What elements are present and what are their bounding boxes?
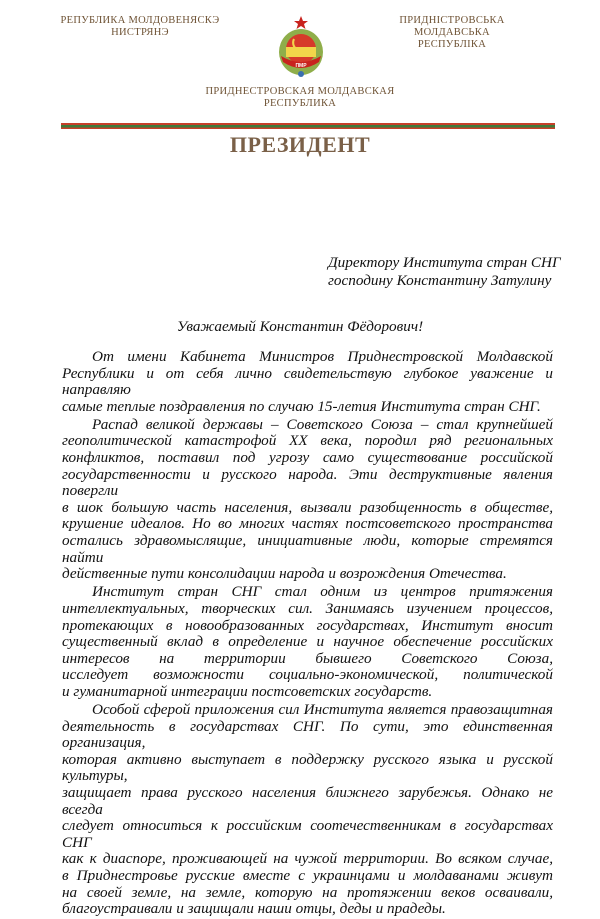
paragraph-line: в Приднестровье русские вместе с украинцами и молдаванами живут	[62, 866, 553, 884]
emblem-text: ПМР	[295, 63, 307, 69]
paragraph-line: и гуманитарной интеграции постсоветских государств.	[62, 682, 433, 700]
paragraph-line: Институт стран СНГ стал одним из центров притяжения	[92, 583, 553, 601]
letterhead-left-line: РЕПУБЛИКА МОЛДОВЕНЯСКЭ	[60, 15, 220, 26]
page-title: ПРЕЗИДЕНТ	[229, 132, 371, 157]
paragraph-line: Распад великой державы – Советского Союза – стал крупнейшей	[92, 415, 553, 433]
addressee-line: господину Константину Затулину	[328, 272, 552, 289]
paragraph-line: на своей земле, на земле, которую на протяжении веков осваивали,	[62, 883, 553, 901]
flag-stripe-divider	[61, 123, 555, 129]
paragraph	[62, 417, 553, 583]
addressee-block	[328, 254, 561, 290]
paragraph-line: деятельность в государствах СНГ. По сути, это единственная организация,	[62, 717, 553, 752]
state-emblem-icon	[274, 16, 328, 78]
letterhead-right	[362, 15, 542, 51]
paragraph-line: существенный вклад в определение и научное обеспечение российских	[62, 633, 553, 651]
letterhead-right-line: РЕСПУБЛІКА	[417, 39, 487, 50]
letterhead-center	[180, 86, 420, 110]
paragraph-line: исследует возможности социально-экономической, политической	[62, 666, 553, 684]
salutation: Уважаемый Константин Фёдорович!	[176, 318, 424, 335]
paragraph-line: геополитической катастрофой XX века, породил ряд региональных	[62, 432, 553, 450]
paragraph-line: в шок большую часть населения, вызвали разобщенность в обществе,	[62, 498, 553, 516]
paragraph	[62, 349, 553, 415]
paragraph-line: конфликтов, поставил под угрозу само существование российской	[62, 449, 553, 467]
paragraph-line: интересов на территории бывшего Советского Союза,	[62, 649, 553, 667]
paragraph-line: государственности и русского народа. Эти деструктивные явления повергли	[62, 465, 553, 500]
paragraph-line: крушение идеалов. Но во многих частях постсоветского пространства	[62, 515, 553, 533]
paragraph-line: Особой сферой приложения сил Института является правозащитная	[92, 700, 553, 718]
paragraph	[62, 702, 553, 918]
letterhead-left	[50, 15, 230, 39]
paragraph-line: как к диаспоре, проживающей на чужой территории. Во всяком случае,	[62, 850, 553, 868]
paragraph-line: защищает права русского населения ближнего зарубежья. Однако не всегда	[62, 783, 553, 818]
paragraph-line: следует относиться к российским соотечественникам в государствах СНГ	[62, 817, 553, 851]
paragraph-line: остались здравомыслящие, инициативные люди, которые стремятся найти	[62, 532, 553, 566]
paragraph-line: От имени Кабинета Министров Приднестровской Молдавской	[92, 348, 553, 365]
paragraph-line: благоустраивали и защищали наши отцы, деды и прадеды.	[62, 900, 446, 918]
paragraph-line: которая активно выступает в поддержку русского языка и русской культуры,	[62, 750, 553, 785]
paragraph-line: действенные пути консолидации народа и возрождения Отечества.	[62, 565, 507, 583]
letterhead-center-line: РЕСПУБЛИКА	[263, 98, 337, 109]
letterhead-right-line: ПРИДНІСТРОВСЬКА МОЛДАВСЬКА	[399, 15, 505, 38]
letter-body	[62, 349, 553, 919]
paragraph	[62, 584, 553, 700]
addressee-line: Директору Института стран СНГ	[328, 254, 561, 271]
letterhead-left-line: НИСТРЯНЭ	[111, 27, 169, 38]
letterhead-center-line: ПРИДНЕСТРОВСКАЯ МОЛДАВСКАЯ	[205, 86, 395, 97]
paragraph-line: интеллектуальных, творческих сил. Занимаясь изучением процессов,	[62, 599, 553, 617]
paragraph-line: самые теплые поздравления по случаю 15-летия Института стран СНГ.	[62, 397, 541, 415]
paragraph-line: Республики и от себя лично свидетельствую глубокое уважение и направляю	[62, 364, 553, 399]
paragraph-line: протекающих в новообразованных государствах, Институт вносит	[62, 616, 553, 634]
